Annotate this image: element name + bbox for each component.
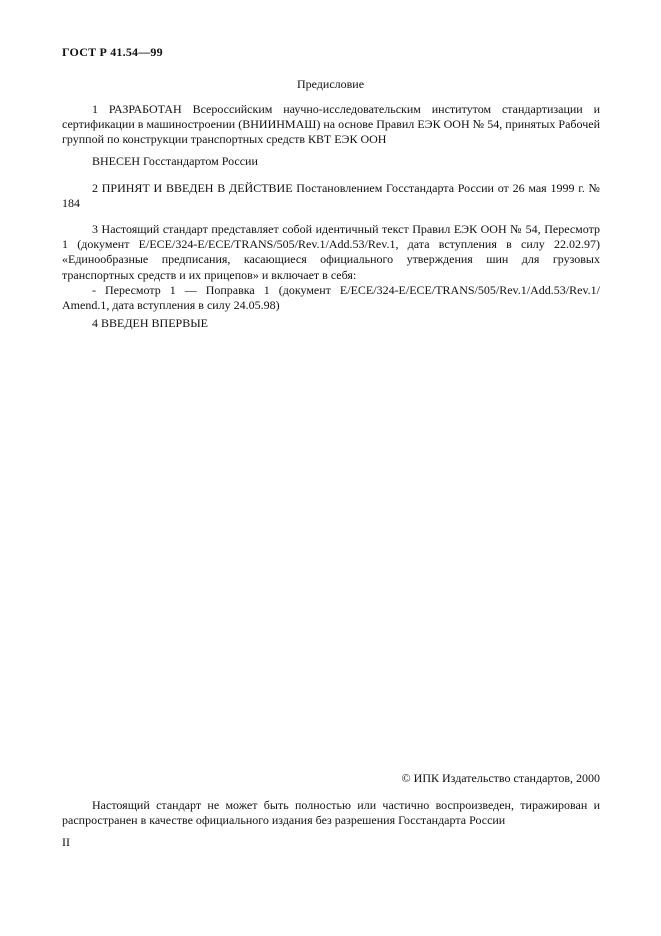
preface-item-4-text: 4 ВВЕДЕН ВПЕРВЫЕ <box>92 316 208 330</box>
preface-item-3-text: 3 Настоящий стандарт представляет собой идентичный текст Правил ЕЭК ООН № 54, Пересмотр 1 (документ E/ECE/324-E/ECE/TRANS/505/Rev.1/Add.53/Rev.1, дата вступления в силу 22.02.97) «Единообразные предписания, касающиеся официального утверждения шин для грузовых транспортных средств и их прицепов» и включает в себя: <box>62 222 600 282</box>
preface-item-introduced-text: ВНЕСЕН Госстандартом России <box>92 154 258 168</box>
preface-item-3-amendment: - Пересмотр 1 — Поправка 1 (документ E/ECE/324-E/ECE/TRANS/505/Rev.1/Add.53/Rev.1/ Amend.1, дата вступления в силу 24.05.98) <box>62 282 600 313</box>
preface-item-1 <box>62 102 600 148</box>
preface-item-1-text: 1 РАЗРАБОТАН Всероссийским научно-исследовательским институтом стандартизации и сертификации в машиностроении (ВНИИНМАШ) на основе Правил ЕЭК ООН № 54, принятых Рабочей группой по конструкции транспортных средств КВТ ЕЭК ООН <box>62 102 600 147</box>
document-code: ГОСТ Р 41.54—99 <box>62 45 163 59</box>
preface-item-introduced <box>62 154 600 169</box>
preface-item-2-text: 2 ПРИНЯТ И ВВЕДЕН В ДЕЙСТВИЕ Постановлением Госстандарта России от 26 мая 1999 г. № 184 <box>62 181 600 211</box>
reproduction-notice-text: Настоящий стандарт не может быть полностью или частично воспроизведен, тиражирован и распространен в качестве официального издания без разрешения Госстандарта России <box>62 798 600 828</box>
preface-item-4 <box>62 316 600 331</box>
preface-item-2 <box>62 181 600 211</box>
preface-title: Предисловие <box>296 77 365 91</box>
reproduction-notice <box>62 798 600 828</box>
page-number: II <box>62 835 70 849</box>
copyright-line: © ИПК Издательство стандартов, 2000 <box>401 771 600 785</box>
preface-item-3 <box>62 222 600 313</box>
